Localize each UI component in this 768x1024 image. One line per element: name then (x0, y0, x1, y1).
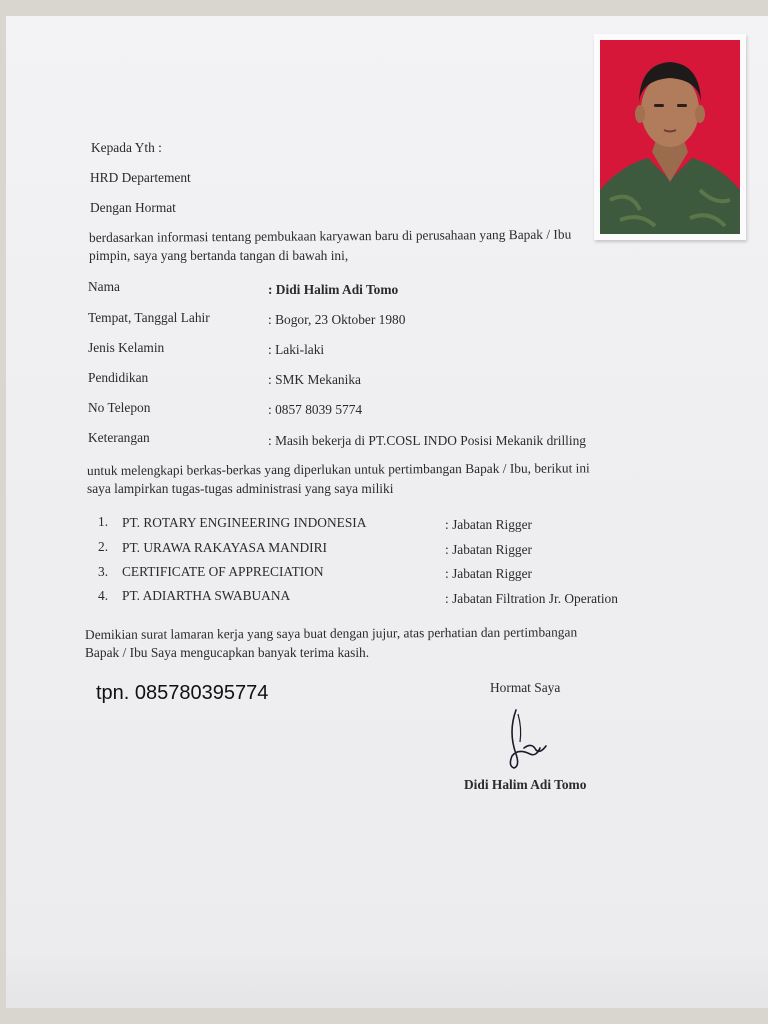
field-label-phone: No Telepon (88, 400, 151, 415)
salutation: Dengan Hormat (90, 200, 176, 215)
letter-paper (6, 16, 768, 1008)
attachment-position: : Jabatan Rigger (445, 542, 533, 557)
recipient: HRD Departement (90, 170, 191, 185)
attachment-number: 2. (98, 539, 109, 554)
paper-shadow (6, 948, 768, 1008)
signer-name: Didi Halim Adi Tomo (464, 777, 587, 792)
attach-line-1: untuk melengkapi berkas-berkas yang diperlukan untuk pertimbangan Bapak / Ibu, berikut ini (86, 460, 590, 478)
field-value-birth: : Bogor, 23 Oktober 1980 (268, 312, 406, 327)
applicant-photo (594, 34, 746, 240)
attachment-position: : Jabatan Filtration Jr. Operation (445, 591, 618, 606)
phone-note: tpn. 085780395774 (96, 682, 269, 704)
field-value-name: : Didi Halim Adi Tomo (268, 282, 399, 297)
attachment-position: : Jabatan Rigger (445, 566, 533, 581)
field-label-notes: Keterangan (88, 430, 150, 445)
intro-line-1: berdasarkan informasi tentang pembukaan karyawan baru di perusahaan yang Bapak / Ibu (88, 226, 572, 245)
attachment-name: CERTIFICATE OF APPRECIATION (122, 564, 324, 579)
attachment-number: 4. (98, 588, 109, 603)
greeting-to: Kepada Yth : (91, 140, 162, 155)
attachment-name: PT. URAWA RAKAYASA MANDIRI (122, 540, 328, 555)
field-value-phone: : 0857 8039 5774 (268, 402, 363, 417)
field-label-name: Nama (88, 279, 120, 294)
attachment-name: PT. ADIARTHA SWABUANA (122, 588, 291, 603)
closing-line-2: Bapak / Ibu Saya mengucapkan banyak terima kasih. (85, 645, 370, 660)
intro-line-2: pimpin, saya yang bertanda tangan di bawah ini, (89, 248, 349, 263)
field-label-education: Pendidikan (88, 370, 149, 385)
regards: Hormat Saya (490, 680, 561, 695)
attachment-number: 1. (98, 514, 109, 529)
attach-line-2: saya lampirkan tugas-tugas administrasi yang saya miliki (87, 481, 394, 496)
field-label-gender: Jenis Kelamin (88, 340, 165, 355)
attachment-name: PT. ROTARY ENGINEERING INDONESIA (122, 515, 367, 530)
signature (506, 708, 556, 770)
field-value-education: : SMK Mekanika (268, 372, 361, 387)
attachment-number: 3. (98, 564, 109, 579)
field-label-birth: Tempat, Tanggal Lahir (88, 310, 210, 325)
field-value-notes: : Masih bekerja di PT.COSL INDO Posisi Mekanik drilling (268, 433, 587, 448)
attachment-position: : Jabatan Rigger (445, 517, 533, 532)
closing-line-1: Demikian surat lamaran kerja yang saya buat dengan jujur, atas perhatian dan pertimbangan (84, 624, 578, 642)
field-value-gender: : Laki-laki (268, 342, 325, 357)
